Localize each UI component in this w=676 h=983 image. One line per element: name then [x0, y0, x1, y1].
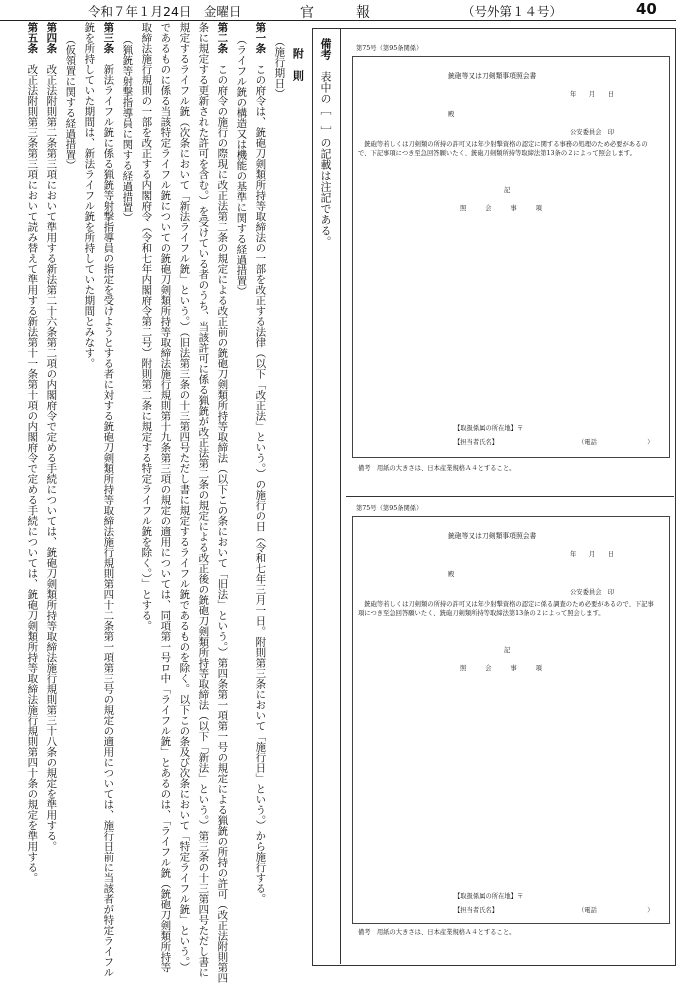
article-4 — [44, 22, 58, 852]
gazette-header — [0, 0, 676, 21]
article-4-number: 第四条 — [45, 22, 58, 54]
article-3-text: 新法ライフル銃に係る猟銃等射撃指導員の指定を受けようとする者に対する銃砲刀剣類所持等取締法施行規則第四十二条第一項第三号の規定の適用については、施行日前に当該者が特定ライフル — [102, 53, 115, 978]
form-after — [348, 500, 674, 950]
form-body: 銃砲等若しくは刀剣類の所持の許可又は年少射撃資格の認定に係る調査のため必要があるので、下記事項につき至急回答願いたく、銃砲刀剣類所持等取締法第13条の２によって照会します。 — [358, 601, 654, 617]
article-3-number: 第三条 — [102, 22, 115, 54]
form-items: 照 会 事 項 — [460, 205, 542, 212]
article-2-line2: 条に規定する更新された許可を含む。）を受けている者のうち、当該許可に係る猟銃が改正法第二条の規定による改正後の銃砲刀剣類所持等取締法（以下「新法」という。）第三条の十三第四号ただし書に — [197, 22, 210, 978]
form-body: 銃砲等若しくは刀剣類の所持の許可又は年少射撃資格の認定に関する事務の処理のため必要があるので、下記事項につき至急回答願いたく、銃砲刀剣類所持等取締法第13条の２によって照会します。 — [358, 141, 648, 157]
form-person: 【担当者氏名】 — [454, 439, 499, 446]
header-publisher: 官 報 — [300, 5, 370, 21]
header-date: 令和７年１月24日 金曜日 — [88, 4, 242, 19]
article-2-line3: 規定するライフル銃（次条において「新法ライフル銃」という。）（旧法第三条の十三第四号ただし書に規定するライフル銃であるものを除く。以下この条及び次条において「特定ライフル銃」という。） — [178, 22, 191, 973]
form-office: 【取扱係属の所在地】〒 — [454, 893, 524, 900]
form-frame — [352, 516, 670, 924]
form-number: 第75号（第95条関係） — [356, 45, 423, 52]
form-sender: 公安委員会 印 — [570, 129, 615, 136]
header-page-number: 40 — [636, 0, 657, 18]
form-title: 銃砲等又は刀剣類事項照会書 — [448, 532, 537, 540]
form-title: 銃砲等又は刀剣類事項照会書 — [448, 72, 537, 80]
heading-effective-date: （施行期日） — [273, 36, 286, 99]
form-date-line: 年 月 日 — [570, 551, 615, 558]
form-number: 第75号（第95条関係） — [356, 505, 423, 512]
header-issue: （号外第１４号） — [462, 4, 563, 19]
article-1-number: 第一条 — [254, 22, 267, 54]
form-before — [348, 40, 674, 480]
note — [318, 38, 333, 247]
panel-divider — [340, 28, 341, 964]
article-5-text: 改正法附則第三条第三項において読み替えて準用する新法第十一条第十項の内閣府令で定める手続については、銃砲刀剣類所持等取締法施行規則第四十条の規定を準用する。 — [26, 53, 39, 883]
form-remark: 備考 用紙の大きさは、日本産業規格Ａ４とすること。 — [358, 929, 516, 936]
article-2-line4: であるものに係る当該特定ライフル銃についての銃砲刀剣類所持等取締法施行規則第十九条第三項の規定の適用については、同項第一号ロ中「ライフル銃」とあるのは、「ライフル銃（銃砲刀剣類所持等 — [159, 22, 172, 973]
supplementary-heading: 附 則 — [291, 48, 305, 81]
article-3 — [101, 22, 115, 978]
article-5 — [25, 22, 39, 883]
form-separator — [346, 496, 674, 497]
heading-provisional-custody: （仮領置に関する経過措置） — [64, 34, 77, 171]
form-date-line: 年 月 日 — [570, 91, 615, 98]
heading-rifle-standard: （ライフル銃の構造又は機能の基準に関する経過措置） — [235, 34, 248, 297]
form-remark: 備考 用紙の大きさは、日本産業規格Ａ４とすること。 — [358, 465, 516, 472]
form-ki: 記 — [504, 647, 511, 654]
article-3-line2: 銃を所持していた期間は、新法ライフル銃を所持していた期間とみなす。 — [83, 22, 96, 369]
form-office: 【取扱係属の所在地】〒 — [454, 425, 524, 432]
heading-instructor: （猟銃等射撃指導員に関する経過措置） — [121, 34, 134, 223]
form-items: 照 会 事 項 — [460, 665, 542, 672]
form-person: 【担当者氏名】 — [454, 907, 499, 914]
form-phone: （電話 ） — [578, 439, 654, 446]
form-sender: 公安委員会 印 — [570, 589, 615, 596]
article-2-text: この府令の施行の際現に改正法第二条の規定による改正前の銃砲刀剣類所持等取締法（以下この条において「旧法」という。）第四条第一項第一号の規定による猟銃の所持の許可（改正法附則第四 — [216, 53, 229, 983]
article-2-line5: 取締法施行規則の一部を改正する内閣府令（令和七年内閣府令第二号）附則第二条に規定する特定ライフル銃を除く。）」とする。 — [140, 22, 153, 631]
article-2-number: 第二条 — [216, 22, 229, 54]
form-phone: （電話 ） — [578, 907, 654, 914]
article-2 — [215, 22, 229, 983]
form-addressee: 殿 — [448, 111, 455, 118]
article-5-number: 第五条 — [26, 22, 39, 54]
article-4-text: 改正法附則第二条第三項において準用する新法第二十六条第二項の内閣府令で定める手続については、銃砲刀剣類所持等取締法施行規則第三十八条の規定を準用する。 — [45, 53, 58, 852]
form-frame — [352, 56, 670, 458]
form-ki: 記 — [504, 187, 511, 194]
note-label: 備考 — [319, 38, 332, 60]
form-addressee: 殿 — [448, 571, 455, 578]
article-1 — [253, 22, 267, 904]
note-text: 表中の［ ］の記載は注記である。 — [319, 60, 332, 247]
article-1-text: この府令は、銃砲刀剣類所持等取締法の一部を改正する法律（以下「改正法」という。）の施行の日（令和七年三月一日。附則第三条において「施行日」という。）から施行する。 — [254, 53, 267, 904]
